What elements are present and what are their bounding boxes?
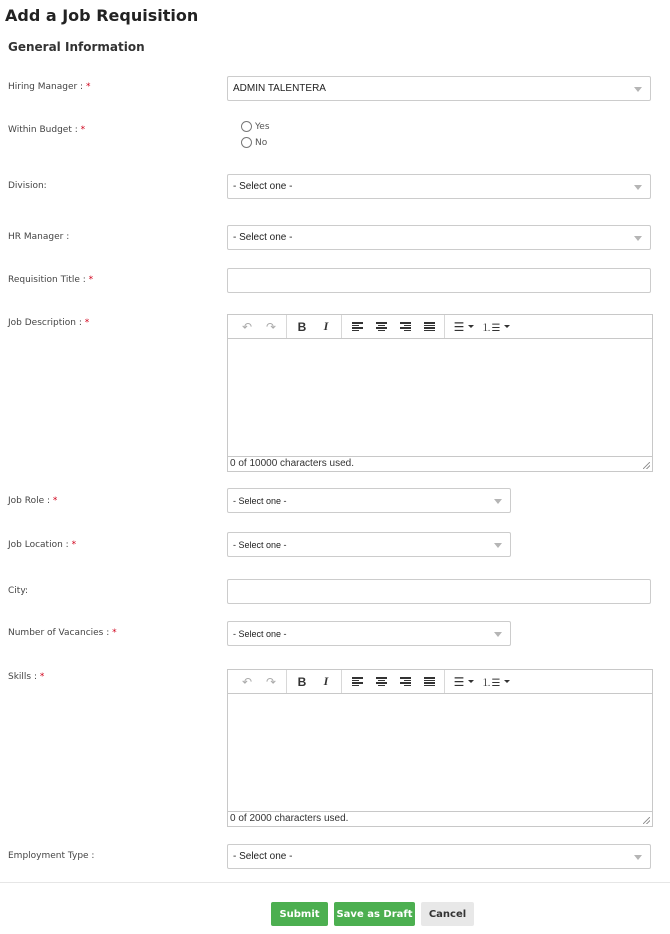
radio-circle-icon bbox=[241, 137, 252, 148]
redo-icon[interactable]: ↷ bbox=[265, 674, 277, 689]
skills-textarea[interactable] bbox=[228, 694, 652, 811]
job-role-select[interactable] bbox=[227, 488, 511, 513]
skills-counter: 0 of 2000 characters used. bbox=[228, 811, 652, 826]
bullet-list-icon[interactable]: ☰ bbox=[448, 672, 480, 692]
editor-toolbar bbox=[228, 670, 652, 694]
number-of-vacancies-select[interactable] bbox=[227, 621, 511, 646]
skills-editor bbox=[227, 669, 653, 827]
submit-button[interactable]: Submit bbox=[271, 902, 328, 926]
align-justify-icon[interactable] bbox=[417, 672, 441, 692]
employment-type-select[interactable] bbox=[227, 844, 651, 869]
resize-grip-icon[interactable] bbox=[643, 462, 650, 469]
editor-toolbar bbox=[228, 315, 652, 339]
hiring-manager-label: Hiring Manager : * bbox=[8, 82, 91, 92]
within-budget-no-radio[interactable] bbox=[241, 137, 267, 148]
hiring-manager-value: ADMIN TALENTERA bbox=[233, 83, 326, 94]
footer-divider bbox=[0, 882, 670, 883]
within-budget-yes-radio[interactable] bbox=[241, 121, 270, 132]
within-budget-no-label: No bbox=[255, 137, 268, 148]
division-select[interactable] bbox=[227, 174, 651, 199]
within-budget-label: Within Budget : * bbox=[8, 125, 86, 135]
job-description-counter: 0 of 10000 characters used. bbox=[228, 456, 652, 471]
hiring-manager-select[interactable] bbox=[227, 76, 651, 101]
job-role-value: - Select one - bbox=[233, 495, 287, 506]
undo-icon[interactable]: ↶ bbox=[241, 674, 253, 689]
redo-icon[interactable]: ↷ bbox=[265, 319, 277, 334]
job-description-editor bbox=[227, 314, 653, 472]
resize-grip-icon[interactable] bbox=[643, 817, 650, 824]
skills-label: Skills : * bbox=[8, 672, 45, 682]
within-budget-yes-label: Yes bbox=[255, 121, 270, 132]
bold-icon[interactable]: B bbox=[297, 319, 307, 334]
job-role-label: Job Role : * bbox=[8, 496, 58, 506]
undo-icon[interactable]: ↶ bbox=[241, 319, 253, 334]
job-location-label: Job Location : * bbox=[8, 540, 77, 550]
align-center-icon[interactable] bbox=[369, 672, 393, 692]
chevron-down-icon bbox=[494, 543, 502, 548]
numbered-list-icon[interactable]: ⒈☰ bbox=[480, 672, 512, 692]
italic-icon[interactable]: I bbox=[323, 674, 329, 688]
align-left-icon[interactable] bbox=[345, 672, 369, 692]
job-location-value: - Select one - bbox=[233, 539, 287, 550]
align-center-icon[interactable] bbox=[369, 317, 393, 337]
save-as-draft-button[interactable]: Save as Draft bbox=[334, 902, 415, 926]
city-label: City: bbox=[8, 586, 29, 596]
chevron-down-icon bbox=[634, 236, 642, 241]
requisition-title-label: Requisition Title : * bbox=[8, 275, 94, 285]
italic-icon[interactable]: I bbox=[323, 319, 329, 333]
job-description-textarea[interactable] bbox=[228, 339, 652, 456]
requisition-title-input[interactable] bbox=[227, 268, 651, 293]
hr-manager-label: HR Manager : bbox=[8, 232, 70, 242]
division-value: - Select one - bbox=[233, 181, 293, 192]
page-title: Add a Job Requisition bbox=[5, 6, 199, 25]
chevron-down-icon bbox=[494, 499, 502, 504]
employment-type-value: - Select one - bbox=[233, 851, 293, 862]
chevron-down-icon bbox=[634, 87, 642, 92]
bold-icon[interactable]: B bbox=[297, 674, 307, 689]
section-title: General Information bbox=[8, 40, 145, 54]
align-left-icon[interactable] bbox=[345, 317, 369, 337]
number-of-vacancies-label: Number of Vacancies : * bbox=[8, 628, 117, 638]
numbered-list-icon[interactable]: ⒈☰ bbox=[480, 317, 512, 337]
align-right-icon[interactable] bbox=[393, 672, 417, 692]
employment-type-label: Employment Type : bbox=[8, 851, 95, 861]
bullet-list-icon[interactable]: ☰ bbox=[448, 317, 480, 337]
city-input[interactable] bbox=[227, 579, 651, 604]
division-label: Division: bbox=[8, 181, 47, 191]
align-right-icon[interactable] bbox=[393, 317, 417, 337]
hr-manager-select[interactable] bbox=[227, 225, 651, 250]
cancel-button[interactable]: Cancel bbox=[421, 902, 474, 926]
job-location-select[interactable] bbox=[227, 532, 511, 557]
job-description-label: Job Description : * bbox=[8, 318, 90, 328]
chevron-down-icon bbox=[494, 632, 502, 637]
hr-manager-value: - Select one - bbox=[233, 232, 293, 243]
align-justify-icon[interactable] bbox=[417, 317, 441, 337]
chevron-down-icon bbox=[634, 855, 642, 860]
chevron-down-icon bbox=[634, 185, 642, 190]
number-of-vacancies-value: - Select one - bbox=[233, 628, 287, 639]
radio-circle-icon bbox=[241, 121, 252, 132]
